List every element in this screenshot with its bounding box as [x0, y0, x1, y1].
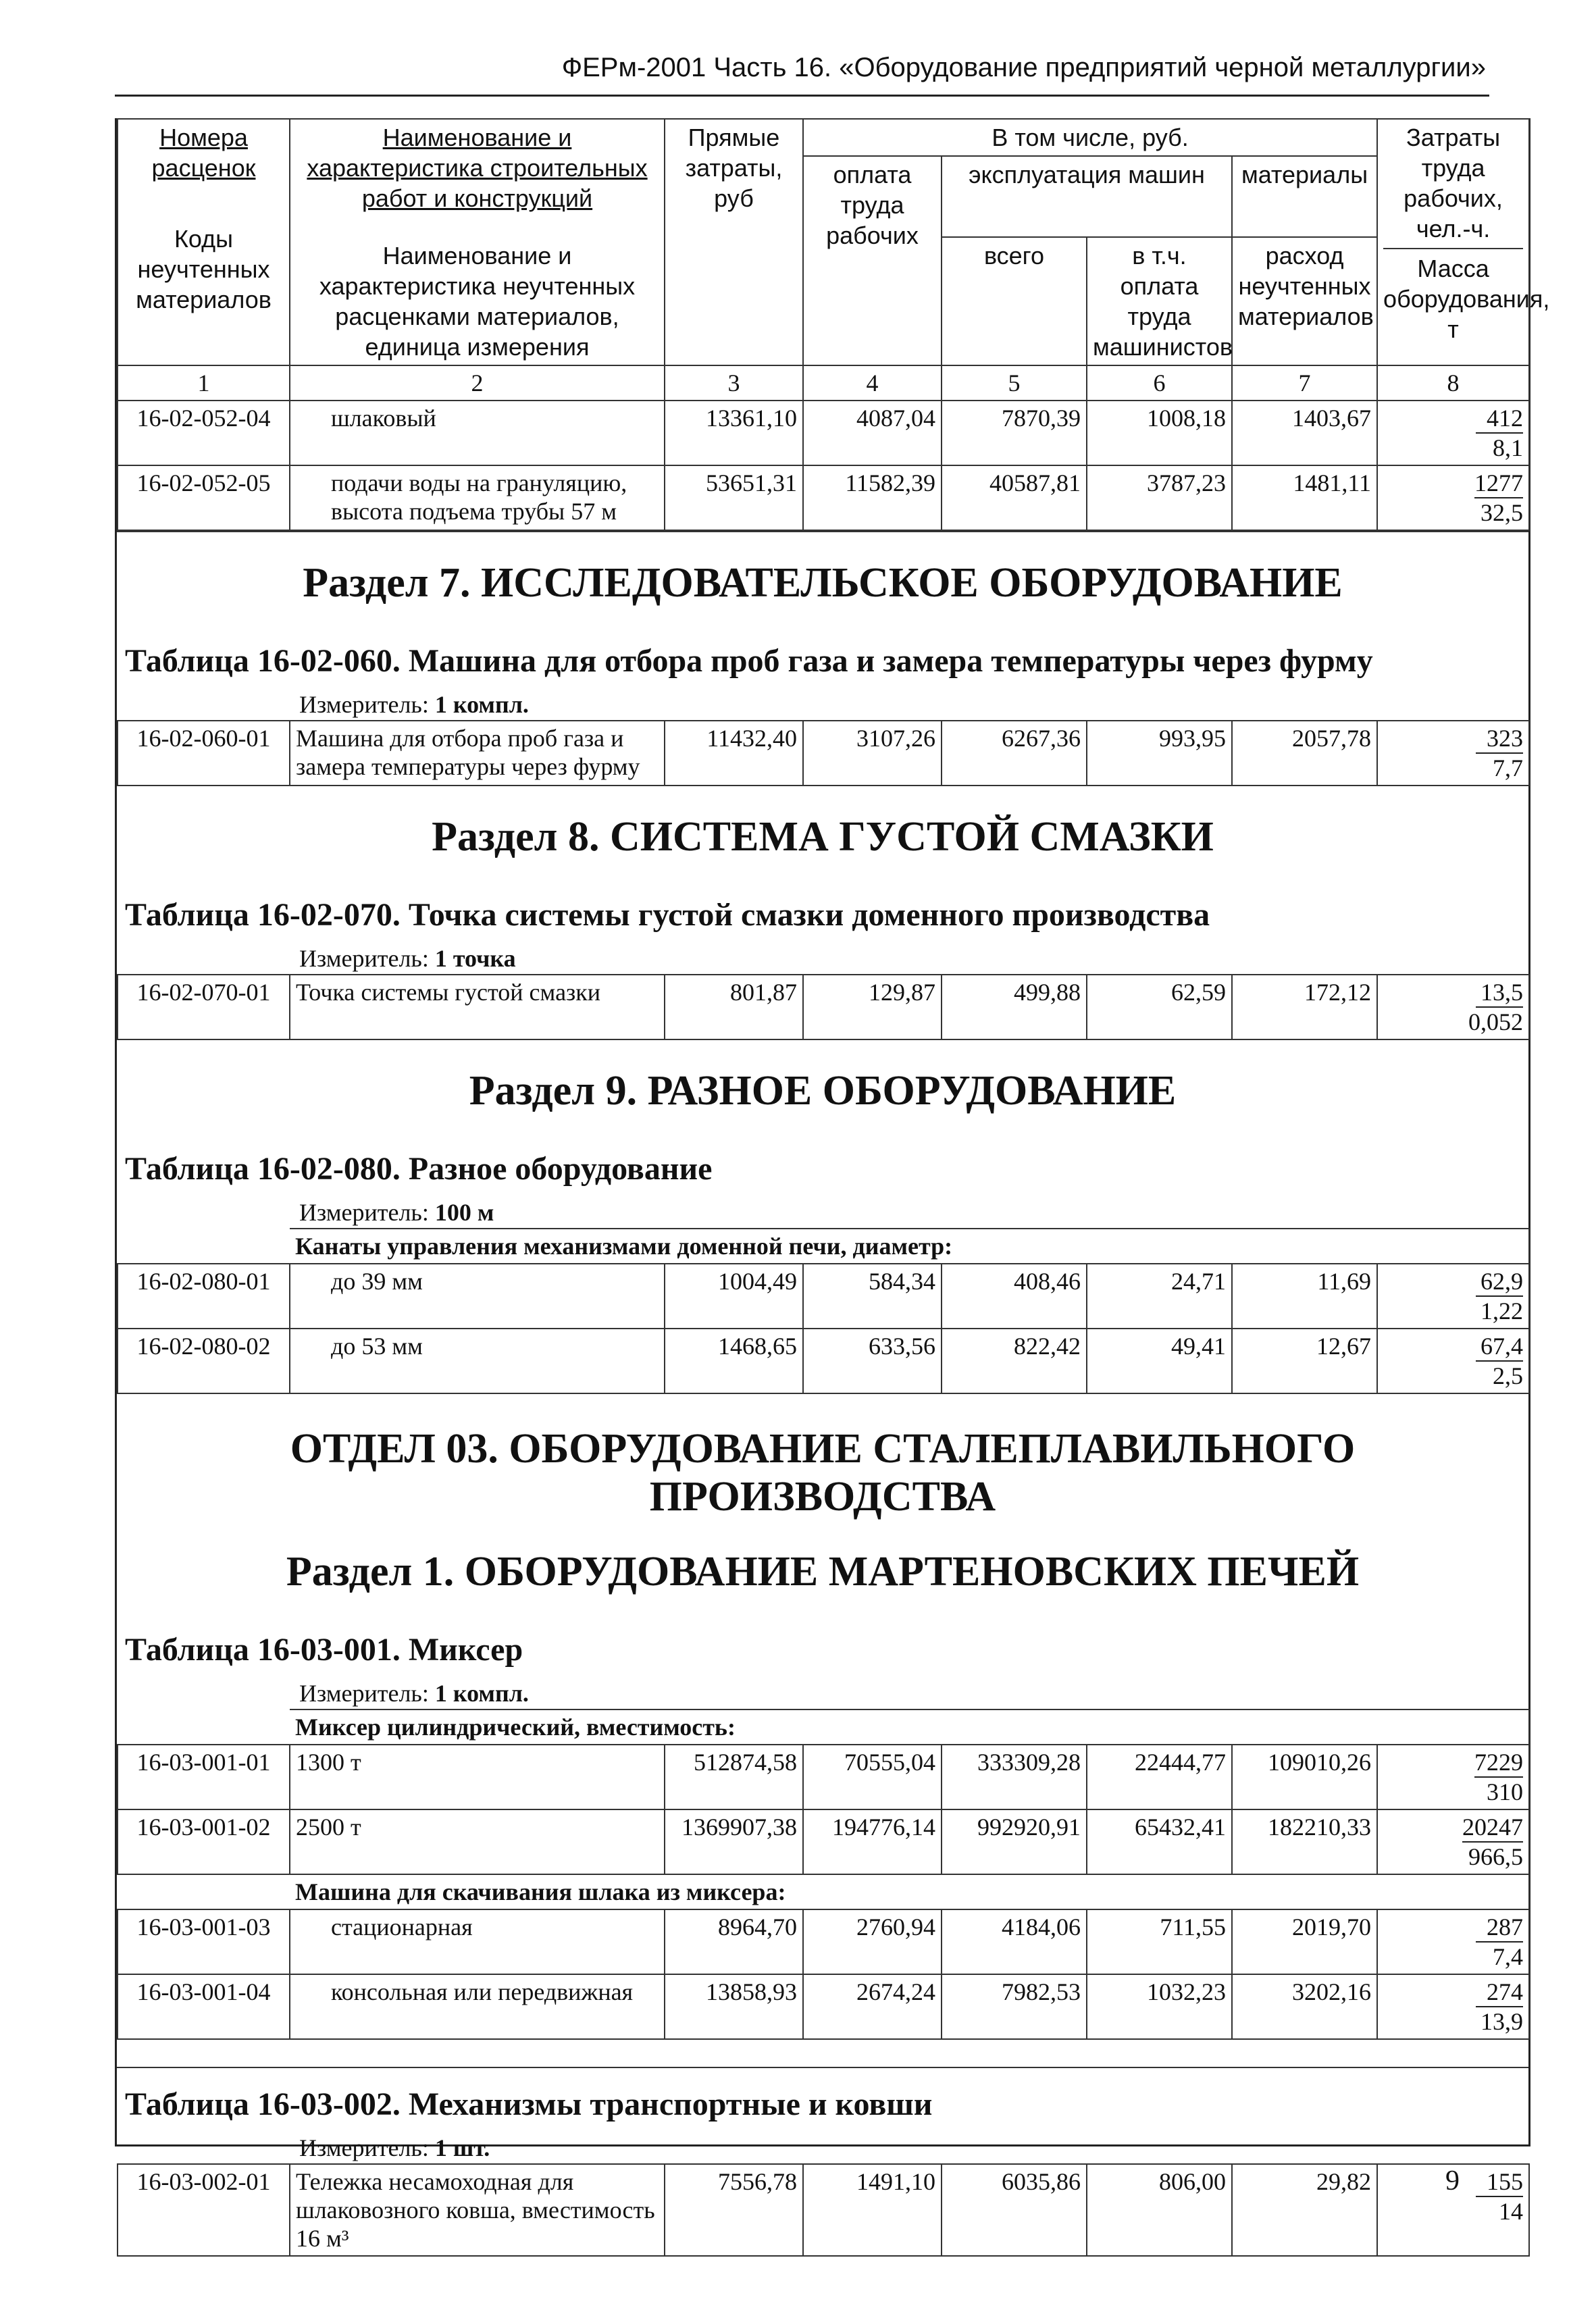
- section-9: [117, 1040, 1528, 1394]
- machines-total: 822,42: [942, 1329, 1087, 1393]
- direct-costs: 13361,10: [665, 401, 803, 465]
- labor-mass: [1377, 1809, 1529, 1874]
- col-codes-header: [118, 119, 290, 365]
- table-title: Таблица 16-03-002. Механизмы транспортные и ковши: [125, 2086, 933, 2122]
- table-row: [118, 2164, 1529, 2256]
- table-row: [118, 1909, 1529, 1974]
- col-number: 5: [942, 365, 1087, 401]
- price-sheet: [115, 118, 1550, 2252]
- labor-hours: 287: [1476, 1913, 1523, 1943]
- column-header-table: [117, 118, 1550, 531]
- rate-code: 16-02-060-01: [118, 721, 290, 786]
- labor-hours: 155: [1476, 2167, 1523, 2197]
- wages: 2674,24: [803, 1974, 942, 2039]
- wages: 3107,26: [803, 721, 942, 786]
- group-title: Миксер цилиндрический, вместимость:: [290, 1709, 1529, 1745]
- machinists-wages: 993,95: [1087, 721, 1232, 786]
- machines-total: 408,46: [942, 1264, 1087, 1329]
- machinists-wages: 3787,23: [1087, 465, 1232, 530]
- col-machines-total: всего: [942, 237, 1087, 365]
- measure-label: Измеритель:: [299, 1199, 429, 1226]
- measure-line: [117, 940, 1528, 974]
- direct-costs: 7556,78: [665, 2164, 803, 2256]
- machines-total: 499,88: [942, 975, 1087, 1039]
- table-row: [118, 1745, 1529, 1809]
- section-title: Раздел 7. ИССЛЕДОВАТЕЛЬСКОЕ ОБОРУДОВАНИЕ: [303, 560, 1343, 606]
- section-title: Раздел 1. ОБОРУДОВАНИЕ МАРТЕНОВСКИХ ПЕЧЕЙ: [286, 1549, 1360, 1595]
- table-row: [118, 721, 1529, 786]
- table-row: [118, 1974, 1529, 2039]
- equipment-mass: 7,4: [1493, 1943, 1524, 1970]
- col-number: 8: [1377, 365, 1529, 401]
- col-machinists-wages: в т.ч. оплата труда машинистов: [1087, 237, 1232, 365]
- wages: 2760,94: [803, 1909, 942, 1974]
- labor-mass: [1377, 1745, 1529, 1809]
- direct-costs: 11432,40: [665, 721, 803, 786]
- machinists-wages: 1008,18: [1087, 401, 1232, 465]
- direct-costs: 1468,65: [665, 1329, 803, 1393]
- labor-mass: [1377, 465, 1529, 530]
- direct-costs: 8964,70: [665, 1909, 803, 1974]
- group-row: [118, 1709, 1529, 1745]
- col8-top-label: Затраты труда рабочих, чел.-ч.: [1383, 122, 1523, 249]
- col1-top-label: Номера расценок: [151, 124, 256, 182]
- labor-hours: 1277: [1474, 469, 1523, 498]
- direct-costs: 13858,93: [665, 1974, 803, 2039]
- machinists-wages: 24,71: [1087, 1264, 1232, 1329]
- machines-total: 4184,06: [942, 1909, 1087, 1974]
- equipment-mass: 966,5: [1468, 1843, 1524, 1870]
- materials: 2057,78: [1232, 721, 1377, 786]
- equipment-mass: 310: [1487, 1778, 1524, 1805]
- section-title: Раздел 9. РАЗНОЕ ОБОРУДОВАНИЕ: [469, 1068, 1177, 1114]
- col2-bottom-label: Наименование и характеристика неучтенных расценками материалов, единица измерения: [319, 242, 636, 361]
- rate-code: 16-02-070-01: [118, 975, 290, 1039]
- rate-name: Тележка несамоходная для шлаковозного ковша, вместимость 16 м³: [290, 2164, 665, 2256]
- rate-code: 16-02-052-05: [118, 465, 290, 530]
- rates-table: [117, 2163, 1530, 2257]
- direct-costs: 801,87: [665, 975, 803, 1039]
- machines-total: 992920,91: [942, 1809, 1087, 1874]
- wages: 4087,04: [803, 401, 942, 465]
- materials: 109010,26: [1232, 1745, 1377, 1809]
- rate-name: 2500 т: [290, 1809, 665, 1874]
- wages: 70555,04: [803, 1745, 942, 1809]
- rate-code: 16-03-001-02: [118, 1809, 290, 1874]
- machines-total: 40587,81: [942, 465, 1087, 530]
- department-title: ОТДЕЛ 03. ОБОРУДОВАНИЕ СТАЛЕПЛАВИЛЬНОГО ПРОИЗВОДСТВА: [290, 1426, 1356, 1520]
- measure-label: Измеритель:: [299, 1680, 429, 1707]
- materials: 29,82: [1232, 2164, 1377, 2256]
- group-row: [118, 1874, 1529, 1909]
- rate-name: до 53 мм: [290, 1329, 665, 1393]
- col-number: 7: [1232, 365, 1377, 401]
- table-title: Таблица 16-02-070. Точка системы густой смазки доменного производства: [125, 897, 1210, 933]
- machines-total: 7982,53: [942, 1974, 1087, 2039]
- rates-table: [117, 974, 1530, 1040]
- rate-code: 16-03-001-04: [118, 1974, 290, 2039]
- equipment-mass: 0,052: [1468, 1008, 1523, 1035]
- measure-unit: 1 компл.: [434, 1680, 529, 1707]
- rates-table: [117, 1709, 1530, 2040]
- machinists-wages: 1032,23: [1087, 1974, 1232, 2039]
- table-title: Таблица 16-02-060. Машина для отбора проб газа и замера температуры через фурму: [125, 643, 1373, 679]
- measure-label: Измеритель:: [299, 945, 429, 972]
- materials: 1481,11: [1232, 465, 1377, 530]
- rate-name: Машина для отбора проб газа и замера температуры через фурму: [290, 721, 665, 786]
- machinists-wages: 806,00: [1087, 2164, 1232, 2256]
- col-labor-mass-header: [1377, 119, 1550, 365]
- rate-code: 16-02-080-01: [118, 1264, 290, 1329]
- machines-total: 7870,39: [942, 401, 1087, 465]
- col-direct-costs: Прямые затраты, руб: [665, 119, 803, 365]
- rate-name: консольная или передвижная: [290, 1974, 665, 2039]
- col-number: 2: [290, 365, 665, 401]
- rate-name: подачи воды на грануляцию, высота подъема трубы 57 м: [290, 465, 665, 530]
- labor-mass: [1377, 1264, 1529, 1329]
- table-title: Таблица 16-02-080. Разное оборудование: [125, 1151, 713, 1187]
- section-8: [117, 786, 1528, 1040]
- measure-line: [117, 2130, 1528, 2163]
- col-names-header: [290, 119, 665, 365]
- wages: 1491,10: [803, 2164, 942, 2256]
- labor-hours: 13,5: [1476, 978, 1523, 1008]
- running-header: ФЕРм-2001 Часть 16. «Оборудование предприятий черной металлургии»: [561, 53, 1486, 82]
- table-row: [118, 1264, 1529, 1329]
- labor-hours: 7229: [1474, 1748, 1523, 1778]
- header-rule: [115, 95, 1489, 97]
- measure-line: [117, 686, 1528, 720]
- labor-hours: 412: [1476, 404, 1523, 434]
- section-title: Раздел 8. СИСТЕМА ГУСТОЙ СМАЗКИ: [432, 814, 1214, 860]
- machinists-wages: 62,59: [1087, 975, 1232, 1039]
- wages: 633,56: [803, 1329, 942, 1393]
- labor-hours: 62,9: [1476, 1267, 1523, 1297]
- equipment-mass: 2,5: [1493, 1362, 1524, 1389]
- direct-costs: 512874,58: [665, 1745, 803, 1809]
- machinists-wages: 711,55: [1087, 1909, 1232, 1974]
- labor-hours: 20247: [1462, 1813, 1523, 1843]
- rate-code: 16-02-052-04: [118, 401, 290, 465]
- col-incl-group: В том числе, руб.: [803, 119, 1377, 156]
- measure-unit: 100 м: [434, 1199, 494, 1226]
- col1-bottom-label: Коды неучтенных материалов: [136, 225, 272, 313]
- materials: 2019,70: [1232, 1909, 1377, 1974]
- materials: 182210,33: [1232, 1809, 1377, 1874]
- materials: 12,67: [1232, 1329, 1377, 1393]
- labor-hours: 274: [1476, 1978, 1523, 2007]
- measure-unit: 1 точка: [434, 945, 516, 972]
- machinists-wages: 65432,41: [1087, 1809, 1232, 1874]
- table-row: [118, 465, 1529, 530]
- labor-mass: [1377, 401, 1529, 465]
- equipment-mass: 32,5: [1481, 499, 1524, 526]
- rate-code: 16-03-001-01: [118, 1745, 290, 1809]
- machines-total: 6035,86: [942, 2164, 1087, 2256]
- col8-bottom-label: Масса оборудования, т: [1383, 255, 1550, 343]
- wages: 194776,14: [803, 1809, 942, 1874]
- labor-mass: [1377, 975, 1529, 1039]
- measure-label: Измеритель:: [299, 691, 429, 718]
- rate-name: до 39 мм: [290, 1264, 665, 1329]
- labor-hours: 323: [1476, 724, 1523, 754]
- direct-costs: 53651,31: [665, 465, 803, 530]
- col-wages: оплата труда рабочих: [803, 156, 942, 365]
- machinists-wages: 49,41: [1087, 1329, 1232, 1393]
- wages: 584,34: [803, 1264, 942, 1329]
- table-row: [118, 1329, 1529, 1393]
- col-number: 4: [803, 365, 942, 401]
- col-materials-group: материалы: [1232, 156, 1377, 237]
- materials: 172,12: [1232, 975, 1377, 1039]
- direct-costs: 1369907,38: [665, 1809, 803, 1874]
- labor-mass: [1377, 1329, 1529, 1393]
- rate-code: 16-02-080-02: [118, 1329, 290, 1393]
- rate-name: шлаковый: [290, 401, 665, 465]
- materials: 11,69: [1232, 1264, 1377, 1329]
- equipment-mass: 14: [1499, 2198, 1523, 2225]
- col-unaccounted-materials: расход неучтенных материалов: [1232, 237, 1377, 365]
- materials: 1403,67: [1232, 401, 1377, 465]
- page-number: 9: [1445, 2165, 1460, 2196]
- rate-name: Точка системы густой смазки: [290, 975, 665, 1039]
- materials: 3202,16: [1232, 1974, 1377, 2039]
- labor-mass: [1377, 1909, 1529, 1974]
- machines-total: 333309,28: [942, 1745, 1087, 1809]
- measure-unit: 1 компл.: [434, 691, 529, 718]
- measure-line: [117, 1675, 1528, 1709]
- equipment-mass: 13,9: [1481, 2008, 1524, 2035]
- labor-mass: [1377, 1974, 1529, 2039]
- direct-costs: 1004,49: [665, 1264, 803, 1329]
- measure-unit: 1 шт.: [434, 2134, 490, 2161]
- table-title: Таблица 16-03-001. Миксер: [125, 1632, 523, 1668]
- table-16-03-002: [117, 2067, 1528, 2257]
- rate-name: стационарная: [290, 1909, 665, 1974]
- measure-label: Измеритель:: [299, 2134, 429, 2161]
- wages: 11582,39: [803, 465, 942, 530]
- machines-total: 6267,36: [942, 721, 1087, 786]
- col2-top-label: Наименование и характеристика строительных работ и конструкций: [307, 124, 648, 212]
- column-numbers-row: [118, 365, 1529, 401]
- section-1: [117, 1535, 1528, 2040]
- machinists-wages: 22444,77: [1087, 1745, 1232, 1809]
- col-machines-group: эксплуатация машин: [942, 156, 1232, 237]
- rate-name: 1300 т: [290, 1745, 665, 1809]
- table-row: [118, 975, 1529, 1039]
- labor-mass: [1377, 721, 1529, 786]
- measure-line: [117, 1194, 1528, 1228]
- table-row: [118, 401, 1529, 465]
- col-number: 1: [118, 365, 290, 401]
- section-7: [117, 531, 1528, 786]
- table-row: [118, 1809, 1529, 1874]
- equipment-mass: 8,1: [1493, 434, 1524, 461]
- group-row: [118, 1229, 1529, 1264]
- group-title: Канаты управления механизмами доменной печи, диаметр:: [290, 1229, 1529, 1264]
- col-number: 6: [1087, 365, 1232, 401]
- rates-table: [117, 1228, 1530, 1394]
- rate-code: 16-03-001-03: [118, 1909, 290, 1974]
- wages: 129,87: [803, 975, 942, 1039]
- col-number: 3: [665, 365, 803, 401]
- equipment-mass: 7,7: [1493, 754, 1523, 781]
- rate-code: 16-03-002-01: [118, 2164, 290, 2256]
- equipment-mass: 1,22: [1481, 1297, 1524, 1325]
- group-title: Машина для скачивания шлака из миксера:: [290, 1874, 1529, 1909]
- labor-hours: 67,4: [1476, 1332, 1523, 1362]
- rates-table: [117, 720, 1530, 786]
